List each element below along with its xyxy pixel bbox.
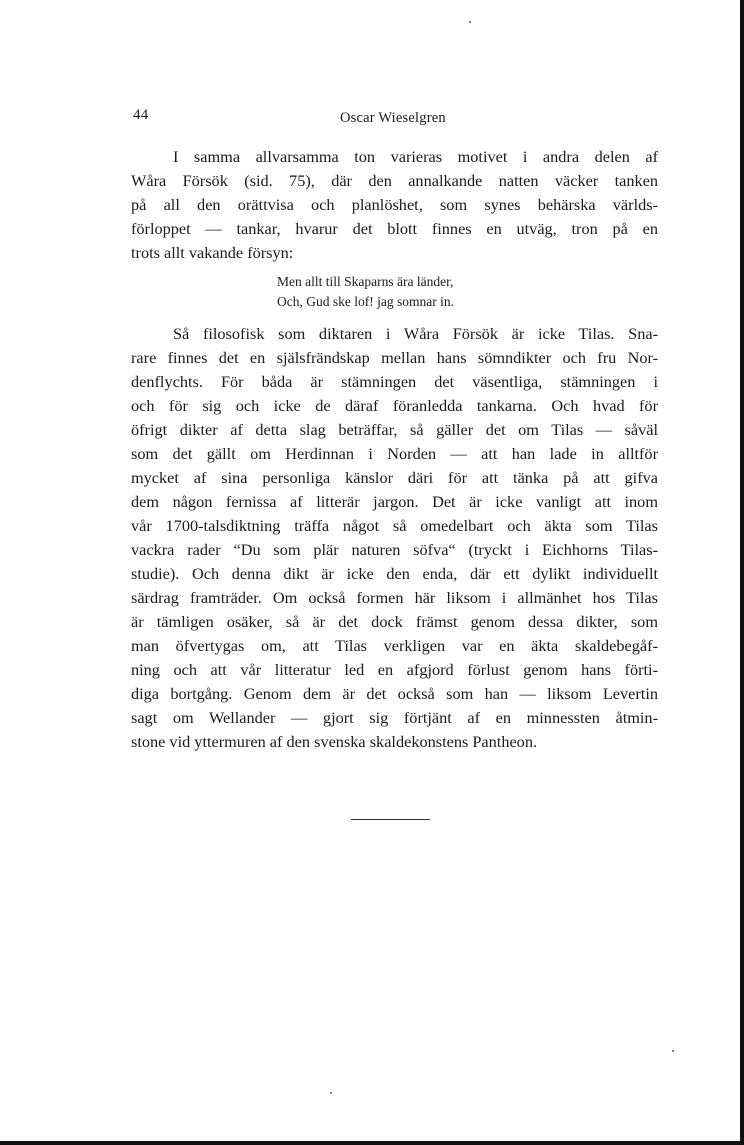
section-divider-rule bbox=[351, 819, 430, 820]
scan-speck bbox=[469, 21, 471, 23]
text-line: särdrag framträder. Om också formen här liksom i allmänhet hos Tilas bbox=[131, 588, 658, 607]
scan-edge-right bbox=[740, 0, 744, 1145]
scan-speck bbox=[330, 1092, 332, 1094]
page-number: 44 bbox=[133, 107, 149, 123]
text-line: trots allt vakande försyn: bbox=[131, 243, 294, 262]
text-line: Så filosofisk som diktaren i Wåra Försök är icke Tilas. Sna- bbox=[173, 324, 658, 343]
text-line: man öfvertygas om, att Tilas verkligen var en äkta skaldebegåf- bbox=[131, 636, 658, 655]
scan-edge-bottom bbox=[0, 1141, 744, 1145]
text-line: sagt om Wellander — gjort sig förtjänt af en minnessten åtmin- bbox=[131, 708, 658, 727]
text-line: mycket af sina personliga känslor däri för att tänka på att gifva bbox=[131, 468, 658, 487]
verse-line: Och, Gud ske lof! jag somnar in. bbox=[277, 294, 454, 309]
text-line: som det gällt om Herdinnan i Norden — att han lade in alltför bbox=[131, 444, 658, 463]
text-line: förloppet — tankar, hvarur det blott finnes en utväg, tron på en bbox=[131, 219, 658, 238]
text-line: studie). Och denna dikt är icke den enda, där ett dylikt individuellt bbox=[131, 564, 658, 583]
scan-speck bbox=[672, 1050, 674, 1052]
text-line: är tämligen osäker, så är det dock främst genom dessa dikter, som bbox=[131, 612, 658, 631]
text-line: denflychts. För båda är stämningen det väsentliga, stämningen i bbox=[131, 372, 658, 391]
text-line: dem någon fernissa af litterär jargon. Det är icke vanligt att inom bbox=[131, 492, 658, 511]
text-line: I samma allvarsamma ton varieras motivet i andra delen af bbox=[173, 147, 658, 166]
text-line: vackra rader “Du som plär naturen söfva“ (tryckt i Eichhorns Tilas- bbox=[131, 540, 658, 559]
text-line: vår 1700-talsdiktning träffa något så omedelbart och äkta som Tilas bbox=[131, 516, 658, 535]
text-line: ning och att vår litteratur led en afgjord förlust genom hans förti- bbox=[131, 660, 658, 679]
text-line: diga bortgång. Genom dem är det också som han — liksom Levertin bbox=[131, 684, 658, 703]
text-line: öfrigt dikter af detta slag beträffar, så gäller det om Tilas — såväl bbox=[131, 420, 658, 439]
text-line: på all den orättvisa och planlöshet, som synes behärska världs- bbox=[131, 195, 658, 214]
text-line: och för sig och icke de däraf föranledda tankarna. Och hvad för bbox=[131, 396, 658, 415]
verse-line: Men allt till Skaparns ära länder, bbox=[277, 274, 454, 289]
running-head: Oscar Wieselgren bbox=[340, 110, 446, 126]
text-line: stone vid yttermuren af den svenska skaldekonstens Pantheon. bbox=[131, 732, 538, 751]
text-line: Wåra Försök (sid. 75), där den annalkande natten väcker tanken bbox=[131, 171, 658, 190]
text-line: rare finnes det en själsfrändskap mellan hans sömndikter och fru Nor- bbox=[131, 348, 658, 367]
